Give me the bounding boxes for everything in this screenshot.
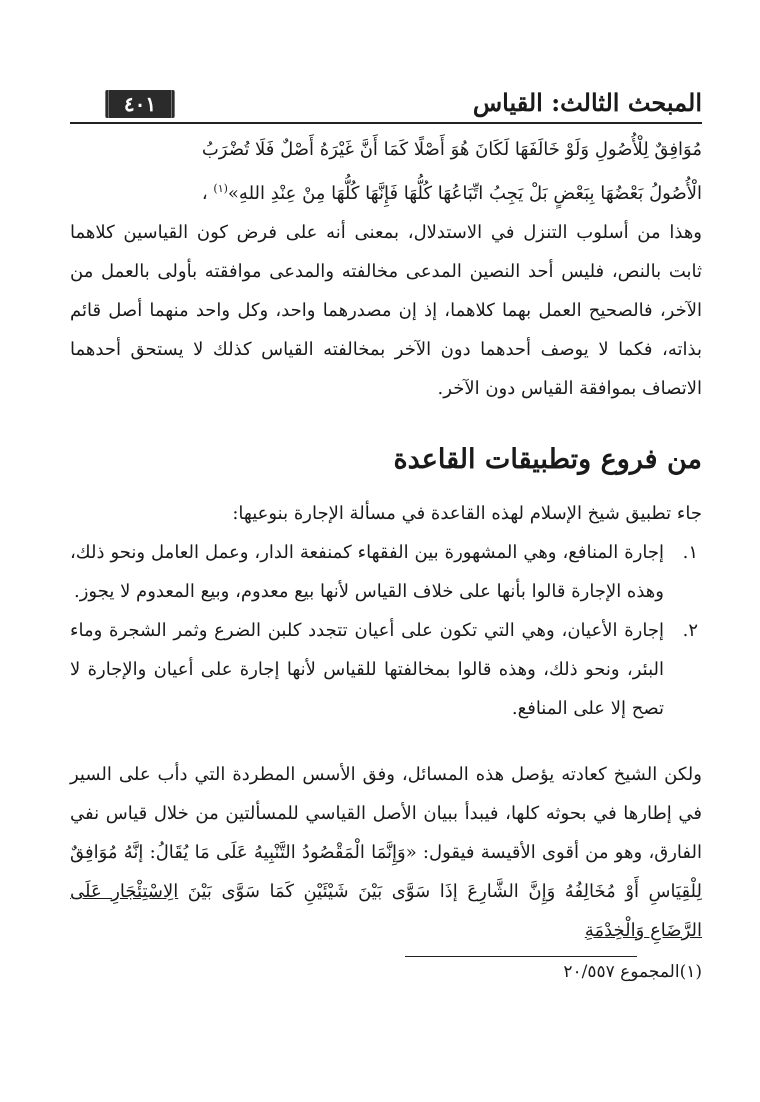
underlined-phrase: الِاسْتِئْجَارِ عَلَى الرَّضَاعِ وَالْخِدْمَةِ xyxy=(70,881,702,941)
list-item-number: ٢. xyxy=(682,620,698,641)
list-item-text: إجارة المنافع، وهي المشهورة بين الفقهاء كمنفعة الدار، وعمل العامل ونحو ذلك، وهذه الإجارة قالوا بأنها على خلاف القياس لأنها بيع معدوم، وبيع المعدوم لا يجوز. xyxy=(70,542,664,602)
closing-body: ولكن الشيخ كعادته يؤصل هذه المسائل، وفق الأسس المطردة التي دأب على السير في إطارها في بحوثه كلها، فيبدأ ببيان الأصل القياسي للمسألتين من خلال قياس نفي الفارق، وهو من أقوى الأقيسة فيقول: «وَإِنَّمَا الْمَقْصُودُ التَّنْبِيهُ عَلَى مَا يُقَالُ: إنَّهُ مُوَافِقٌ لِلْقِيَاسِ أَوْ مُخَالِفُهُ وَإِنَّ الشَّارِعَ إذَا سَوَّى بَيْنَ شَيْئَيْنِ كَمَا سَوَّى بَيْنَ xyxy=(70,764,702,902)
list-item-number: ١. xyxy=(682,542,698,563)
chapter-title: المبحث الثالث: القياس xyxy=(472,88,702,117)
list-item xyxy=(70,611,702,728)
quote-line-1: مُوَافِقٌ لِلْأُصُولِ وَلَوْ خَالَفَهَا لَكَانَ هُوَ أَصْلًا كَمَا أَنَّ غَيْرَهُ أَصْلٌ فَلَا تُضْرَبُ xyxy=(201,139,702,160)
intro-paragraph xyxy=(70,130,702,408)
closing-paragraph xyxy=(70,755,702,950)
section-heading: من فروع وتطبيقات القاعدة xyxy=(393,444,702,475)
page-number-badge: ٤٠١ xyxy=(105,90,175,118)
header-divider xyxy=(70,122,702,124)
footnote-ref[interactable]: (١) xyxy=(213,182,228,195)
intro-body: وهذا من أسلوب التنزل في الاستدلال، بمعنى أنه على فرض كون القياسين كلاهما ثابت بالنص، فليس أحد النصين المدعى مخالفته والمدعى موافقته بأولى بالعمل من الآخر، فالصحيح العمل بهما كلاهما، إذ إن مصدرهما واحد، وكل واحد منهما أصل قائم بذاته، فكما لا يوصف أحدهما دون الآخر بمخالفته القياس كذلك لا يستحق أحدهما الاتصاف بموافقة القياس دون الآخر. xyxy=(70,222,702,399)
quote-line-2-text: الْأُصُولُ بَعْضُهَا بِبَعْضٍ بَلْ يَجِبُ اتِّبَاعُهَا كُلُّهَا فَإِنَّهَا كُلُّهَا مِنْ عِنْدِ اللهِ» xyxy=(227,183,702,204)
closing-text xyxy=(70,755,702,950)
footnote: (١)المجموع ٢٠/٥٥٧ xyxy=(563,962,702,982)
footnote-divider xyxy=(405,956,637,957)
list-item-text: إجارة الأعيان، وهي التي تكون على أعيان تتجدد كلبن الضرع وثمر الشجرة وماء البئر، ونحو ذلك، وهذه قالوا بمخالفتها للقياس لأنها إجارة على أعيان والإجارة لا تصح إلا على المنافع. xyxy=(70,620,664,719)
quote-line-2-end: ، xyxy=(201,183,214,204)
section-intro: جاء تطبيق شيخ الإسلام لهذه القاعدة في مسألة الإجارة بنوعيها: xyxy=(232,503,702,524)
quote-line-2 xyxy=(70,169,702,213)
ijara-types-list xyxy=(70,533,702,728)
list-item xyxy=(70,533,702,611)
